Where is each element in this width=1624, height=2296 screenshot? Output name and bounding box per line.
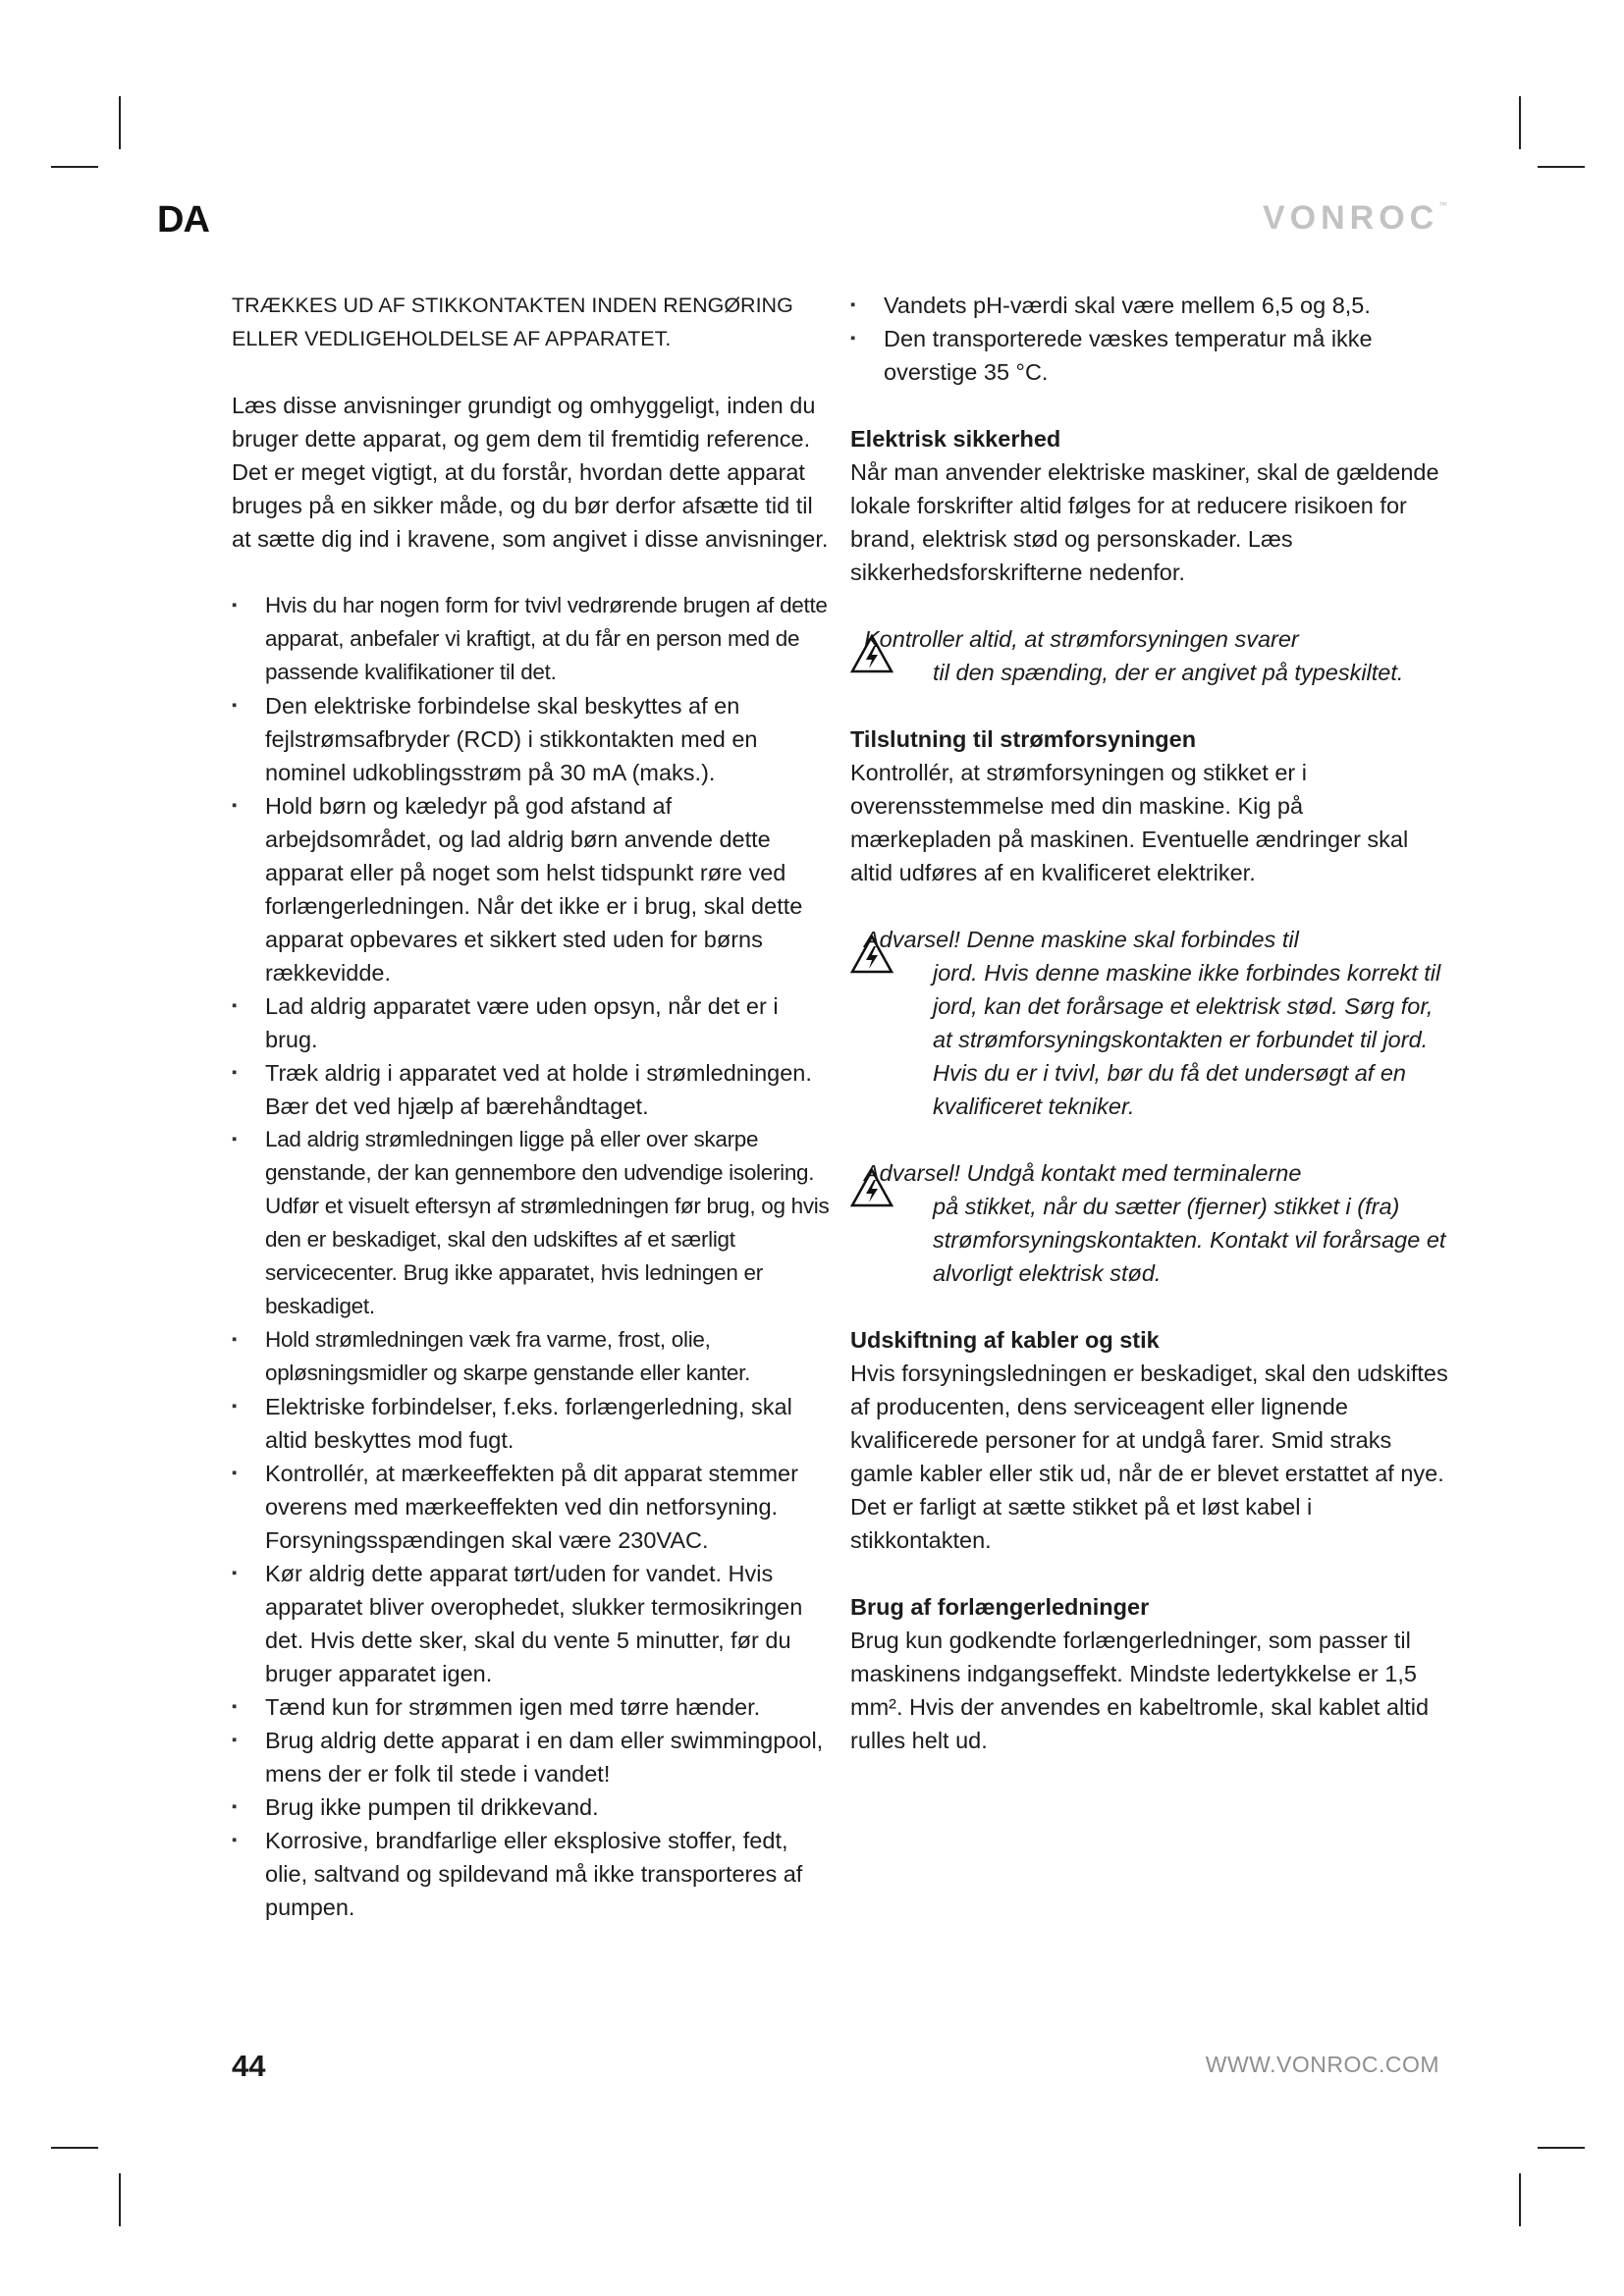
crop-mark <box>1519 96 1521 149</box>
list-item: ▪ Kør aldrig dette apparat tørt/uden for vandet. Hvis apparatet bliver overophedet, slukker termosikringen det. Hvis dette sker, skal du vente 5 minutter, før du bruger apparatet igen. <box>232 1557 835 1690</box>
electric-hazard-icon <box>850 634 893 673</box>
website-url: WWW.VONROC.COM <box>1205 2052 1439 2077</box>
power-connection-section <box>850 722 1449 889</box>
electric-hazard-icon <box>850 1168 893 1207</box>
crop-mark <box>119 2173 121 2226</box>
warning-block <box>850 923 1449 1123</box>
list-item: ▪ Lad aldrig apparatet være uden opsyn, når det er i brug. <box>232 989 835 1056</box>
list-item: ▪ Hold børn og kæledyr på god afstand af arbejdsområdet, og lad aldrig børn anvende dette apparat eller på noget som helst tidspunkt røre ved forlængerledningen. Når det ikke er i brug, skal dette apparat opbevares et sikkert sted uden for børns rækkevidde. <box>232 789 835 989</box>
electric-hazard-icon <box>850 934 893 974</box>
intro-paragraph: Læs disse anvisninger grundigt og omhyggeligt, inden du bruger dette apparat, og gem dem til fremtidig reference. Det er meget vigtigt, at du forstår, hvordan dette apparat bruges på en sikker måde, og du bør derfor afsætte tid til at sætte dig ind i kravene, som angivet i disse anvisninger. <box>232 393 829 552</box>
list-item: ▪ Korrosive, brandfarlige eller eksplosive stoffer, fedt, olie, saltvand og spildevand må ikke transporteres af pumpen. <box>232 1824 835 1924</box>
list-item: ▪ Elektriske forbindelser, f.eks. forlængerledning, skal altid beskyttes mod fugt. <box>232 1390 835 1457</box>
section-heading: Udskiftning af kabler og stik <box>850 1327 1160 1353</box>
list-item: ▪ Den elektriske forbindelse skal beskyttes af en fejlstrømsafbryder (RCD) i stikkontakten med en nominel udkoblingsstrøm på 30 mA (maks.). <box>232 689 835 789</box>
section-heading: Tilslutning til strømforsyningen <box>850 726 1197 752</box>
warning-text-rest: jord. Hvis denne maskine ikke forbindes korrekt til jord, kan det forårsage et elektrisk stød. Sørg for, at strømforsyningskontakten er forbundet til jord. Hvis du er i tvivl, bør du få det undersøgt af en kvalificeret tekniker. <box>933 960 1441 1119</box>
section-body: Brug kun godkendte forlængerledninger, som passer til maskinens indgangseffekt. Mindste ledertykkelse er 1,5 mm². Hvis der anvendes en kabeltromle, skal kablet altid rulles helt ud. <box>850 1628 1430 1753</box>
crop-mark <box>119 96 121 149</box>
section-body: Hvis forsyningsledningen er beskadiget, skal den udskiftes af producenten, dens serviceagent eller lignende kvalificerede personer for at undgå farer. Smid straks gamle kabler eller stik ud, når de er blevet erstattet af nye. Det er farligt at sætte stikket på et løst kabel i stikkontakten. <box>850 1361 1448 1553</box>
list-item: ▪ Træk aldrig i apparatet ved at holde i strømledningen. Bær det ved hjælp af bærehåndtaget. <box>232 1056 835 1123</box>
warning-text-first: Kontroller altid, at strømforsyningen svarer <box>864 626 1299 652</box>
unplug-notice: TRÆKKES UD AF STIKKONTAKTEN INDEN RENGØRING ELLER VEDLIGEHOLDELSE AF APPARATET. <box>232 294 793 350</box>
crop-mark <box>51 166 98 168</box>
list-item: ▪ Kontrollér, at mærkeeffekten på dit apparat stemmer overens med mærkeeffekten ved din netforsyning. Forsyningsspændingen skal være 230VAC. <box>232 1457 835 1557</box>
list-item: ▪ Den transporterede væskes temperatur må ikke overstige 35 °C. <box>850 322 1449 389</box>
brand-trademark: ™ <box>1438 200 1447 210</box>
warning-block <box>850 1156 1449 1290</box>
section-body: Når man anvender elektriske maskiner, skal de gældende lokale forskrifter altid følges for at reducere risikoen for brand, elektrisk stød og personskader. Læs sikkerhedsforskrifterne nedenfor. <box>850 459 1439 585</box>
crop-mark <box>1538 2147 1585 2149</box>
list-item: ▪ Hold strømledningen væk fra varme, frost, olie, opløsningsmidler og skarpe genstande eller kanter. <box>232 1323 835 1390</box>
left-column <box>232 289 835 1924</box>
section-heading: Elektrisk sikkerhed <box>850 426 1061 452</box>
brand-logo-text: VONROC <box>1263 199 1439 237</box>
water-requirements-list <box>850 289 1449 389</box>
list-item: ▪ Brug ikke pumpen til drikkevand. <box>232 1790 835 1824</box>
list-item: ▪ Hvis du har nogen form for tvivl vedrørende brugen af dette apparat, anbefaler vi kraftigt, at du får en person med de passende kvalifikationer til det. <box>232 589 835 689</box>
crop-mark <box>1538 166 1585 168</box>
crop-mark <box>1519 2173 1521 2226</box>
extension-cord-section <box>850 1590 1449 1757</box>
section-heading: Brug af forlængerledninger <box>850 1594 1150 1620</box>
list-item: ▪ Lad aldrig strømledningen ligge på eller over skarpe genstande, der kan gennembore den udvendige isolering. Udfør et visuelt eftersyn af strømledningen før brug, og hvis den er beskadiget, skal den udskiftes af et særligt servicecenter. Brug ikke apparatet, hvis ledningen er beskadiget. <box>232 1123 835 1323</box>
list-item: ▪ Vandets pH-værdi skal være mellem 6,5 og 8,5. <box>850 289 1449 322</box>
warning-text-first: Advarsel! Denne maskine skal forbindes til <box>864 927 1299 952</box>
list-item: ▪ Brug aldrig dette apparat i en dam eller swimmingpool, mens der er folk til stede i vandet! <box>232 1724 835 1790</box>
language-code: DA <box>157 199 209 240</box>
list-item: ▪ Tænd kun for strømmen igen med tørre hænder. <box>232 1690 835 1724</box>
cable-replacement-section <box>850 1323 1449 1557</box>
warning-block <box>850 622 1449 689</box>
section-body: Kontrollér, at strømforsyningen og stikket er i overensstemmelse med din maskine. Kig på mærkepladen på maskinen. Eventuelle ændringer skal altid udføres af en kvalificeret elektriker. <box>850 760 1409 885</box>
safety-bullet-list <box>232 589 835 1924</box>
warning-text-first: Advarsel! Undgå kontakt med terminalerne <box>864 1160 1302 1186</box>
right-column <box>850 289 1449 1790</box>
brand-logo <box>1263 199 1447 237</box>
electrical-safety-section <box>850 422 1449 589</box>
warning-text-rest: til den spænding, der er angivet på typeskiltet. <box>933 660 1404 685</box>
warning-text-rest: på stikket, når du sætter (fjerner) stikket i (fra) strømforsyningskontakten. Kontakt vil forårsage et alvorligt elektrisk stød. <box>933 1194 1446 1286</box>
crop-mark <box>51 2147 98 2149</box>
page-number: 44 <box>232 2049 266 2083</box>
